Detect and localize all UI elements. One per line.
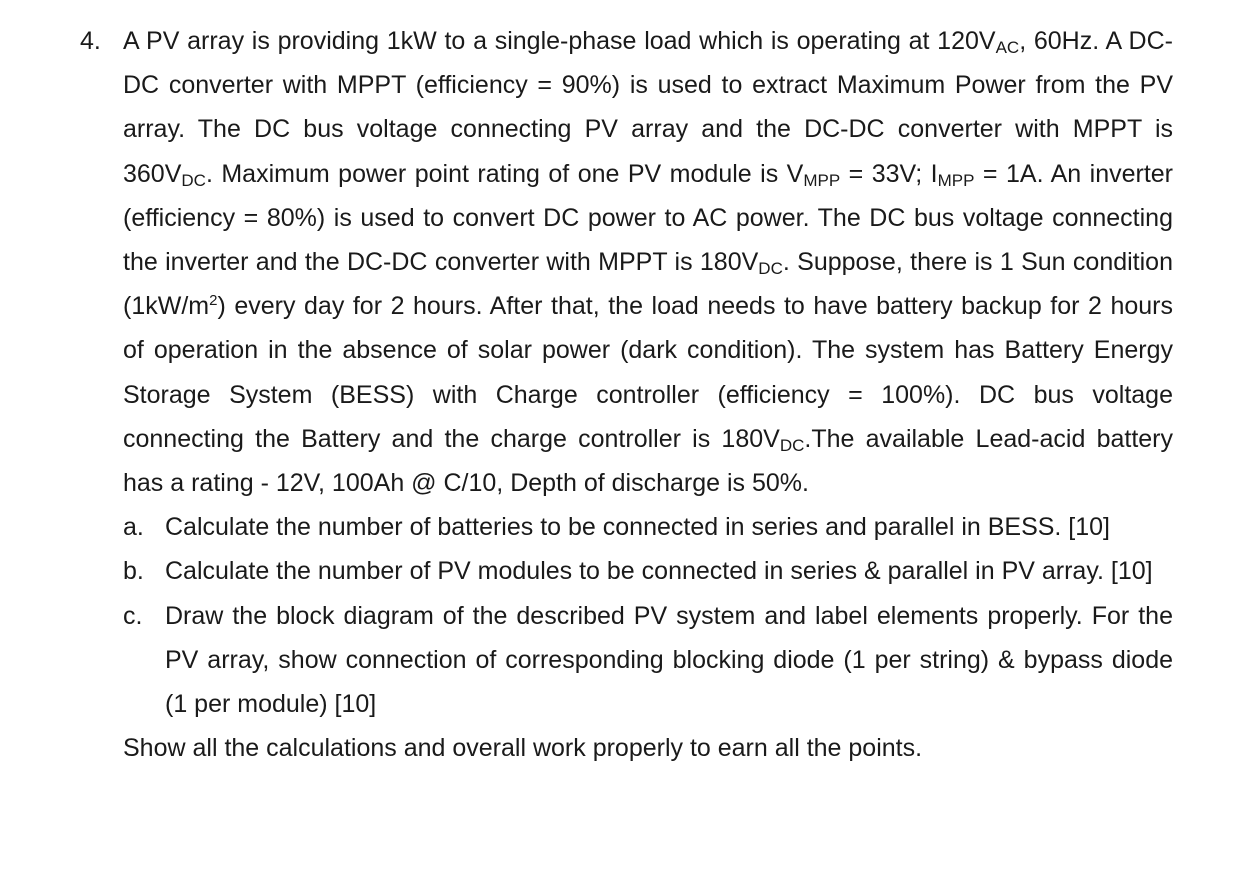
subscript-dc-battery: DC	[779, 435, 805, 455]
question-4	[80, 19, 1173, 770]
question-number: 4.	[80, 27, 101, 55]
intro-text-1: A PV array is providing 1kW to a single-phase load which is operating at 120V	[123, 27, 996, 55]
part-letter: b.	[123, 557, 144, 586]
intro-text-4: = 33V; I	[840, 159, 938, 188]
part-text: Calculate the number of batteries to be connected in series and parallel in BESS. [10]	[165, 513, 1111, 542]
part-letter: c.	[123, 601, 143, 630]
intro-text-7: ) every day for 2 hours. After that, the load needs to have battery backup for 2 hours of operation in the absence of solar power (dark condition). The system has Battery Energy Storage System (BESS) with Charge controller (efficiency = 100%). DC bus voltage connecting the Battery and the charge controller is 180V	[123, 292, 1173, 453]
question-body	[123, 19, 1173, 770]
part-text: Calculate the number of PV modules to be connected in series & parallel in PV array. [10]	[165, 557, 1153, 586]
part-letter: a.	[123, 513, 144, 542]
intro-text-6: . Suppose, there is 1 Sun condition (1kW/m	[123, 248, 1173, 321]
question-parts	[123, 505, 1173, 726]
subscript-ac: AC	[995, 38, 1020, 57]
subscript-dc-inverter: DC	[758, 259, 783, 279]
intro-text-5: = 1A. An inverter (efficiency = 80%) is used to convert DC power to AC power. The DC bus voltage connecting the inverter and the DC-DC converter with MPPT is 180V	[123, 159, 1174, 277]
part-text: Draw the block diagram of the described PV system and label elements properly. For the PV array, show connection of corresponding blocking diode (1 per string) & bypass diode (1 per module) [10]	[165, 601, 1173, 719]
question-intro	[123, 19, 1173, 505]
part-b	[123, 549, 1173, 593]
part-c	[123, 594, 1173, 727]
intro-text-8: .The available Lead-acid battery has a rating - 12V, 100Ah @ C/10, Depth of discharge is 50%.	[123, 424, 1173, 498]
subscript-mpp-i: MPP	[937, 170, 975, 190]
instructions-note: Show all the calculations and overall work properly to earn all the points.	[123, 734, 923, 763]
intro-text-2: , 60Hz. A DC-DC converter with MPPT (efficiency = 90%) is used to extract Maximum Power from the PV array. The DC bus voltage connecting PV array and the DC-DC converter with MPPT is 360V	[123, 27, 1173, 188]
subscript-mpp-v: MPP	[803, 170, 841, 190]
intro-text-3: . Maximum power point rating of one PV module is V	[205, 159, 804, 188]
subscript-dc: DC	[181, 170, 206, 190]
part-a	[123, 505, 1173, 549]
superscript-2: 2	[209, 292, 218, 310]
